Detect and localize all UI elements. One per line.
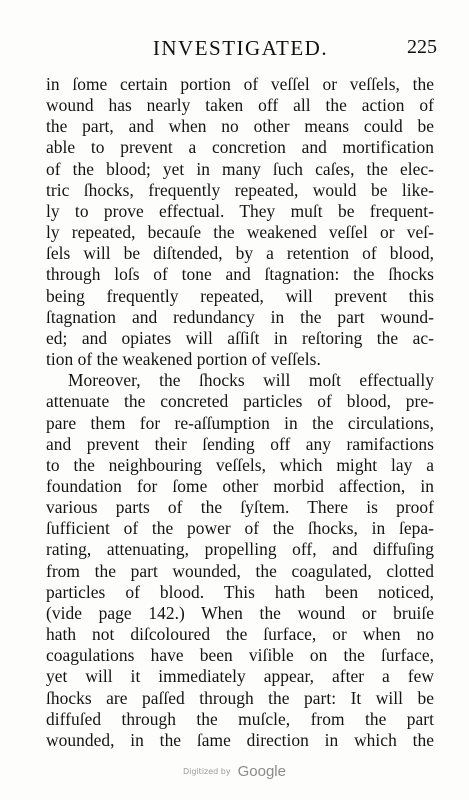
text-line: pare them for re-aſſumption in the circulations, [46, 412, 434, 433]
text-line: to the neighbouring veſſels, which might lay a [46, 454, 434, 475]
digitized-by-label: Digitized by [183, 766, 231, 776]
digitization-watermark [0, 762, 469, 780]
text-line: (vide page 142.) When the wound or bruiſe [46, 602, 434, 623]
text-line: wounded, in the ſame direction in which the [46, 729, 434, 750]
text-line: of the blood; yet in many ſuch caſes, the elec- [46, 158, 434, 179]
text-line: ſtagnation and redundancy in the part wound- [46, 306, 434, 327]
text-line: various parts of the ſyſtem. There is proof [46, 497, 434, 518]
running-title: INVESTIGATED. [152, 36, 329, 60]
text-line: tric ſhocks, frequently repeated, would be like- [46, 179, 434, 200]
text-line: attenuate the concreted particles of blood, pre- [46, 391, 434, 412]
text-line: being frequently repeated, will prevent this [46, 285, 434, 306]
text-line: through loſs of tone and ſtagnation: the ſhocks [46, 264, 434, 285]
text-line: ed; and opiates will aſſiſt in reſtoring the ac- [46, 327, 434, 348]
text-line: in ſome certain portion of veſſel or veſſels, the [46, 74, 434, 94]
text-line: yet will it immediately appear, after a few [46, 666, 434, 687]
page-header [44, 36, 437, 66]
text-line: foundation for ſome other morbid affection, in [46, 475, 434, 496]
text-line: diffuſed through the muſcle, from the part [46, 708, 434, 729]
text-line: able to prevent a concretion and mortification [46, 137, 434, 158]
paragraph-end-line: tion of the weakened portion of veſſels. [46, 349, 321, 370]
text-line: coagulations have been viſible on the ſurface, [46, 645, 434, 666]
text-line: ly to prove effectual. They muſt be frequent- [46, 200, 434, 221]
paragraph-start-line: Moreover, the ſhocks will moſt effectually [68, 370, 434, 391]
text-line: rating, attenuating, propelling off, and diffuſing [46, 539, 434, 560]
body-text [46, 74, 434, 751]
text-line: ſels will be diſtended, by a retention of blood, [46, 243, 434, 264]
text-line: the part, and when no other means could be [46, 116, 434, 137]
text-line: ly repeated, becauſe the weakened veſſel or veſ- [46, 222, 434, 243]
google-logo: Google [237, 762, 286, 780]
text-line: particles of blood. This hath been noticed, [46, 581, 434, 602]
text-line: wound has nearly taken off all the action of [46, 95, 434, 116]
text-line: ſufficient of the power of the ſhocks, in ſepa- [46, 518, 434, 539]
text-line: from the part wounded, the coagulated, clotted [46, 560, 434, 581]
text-line: hath not diſcoloured the ſurface, or when no [46, 624, 434, 645]
text-line: and prevent their ſending off any ramifactions [46, 433, 434, 454]
text-line: ſhocks are paſſed through the part: It will be [46, 687, 434, 708]
page-number: 225 [407, 36, 437, 58]
